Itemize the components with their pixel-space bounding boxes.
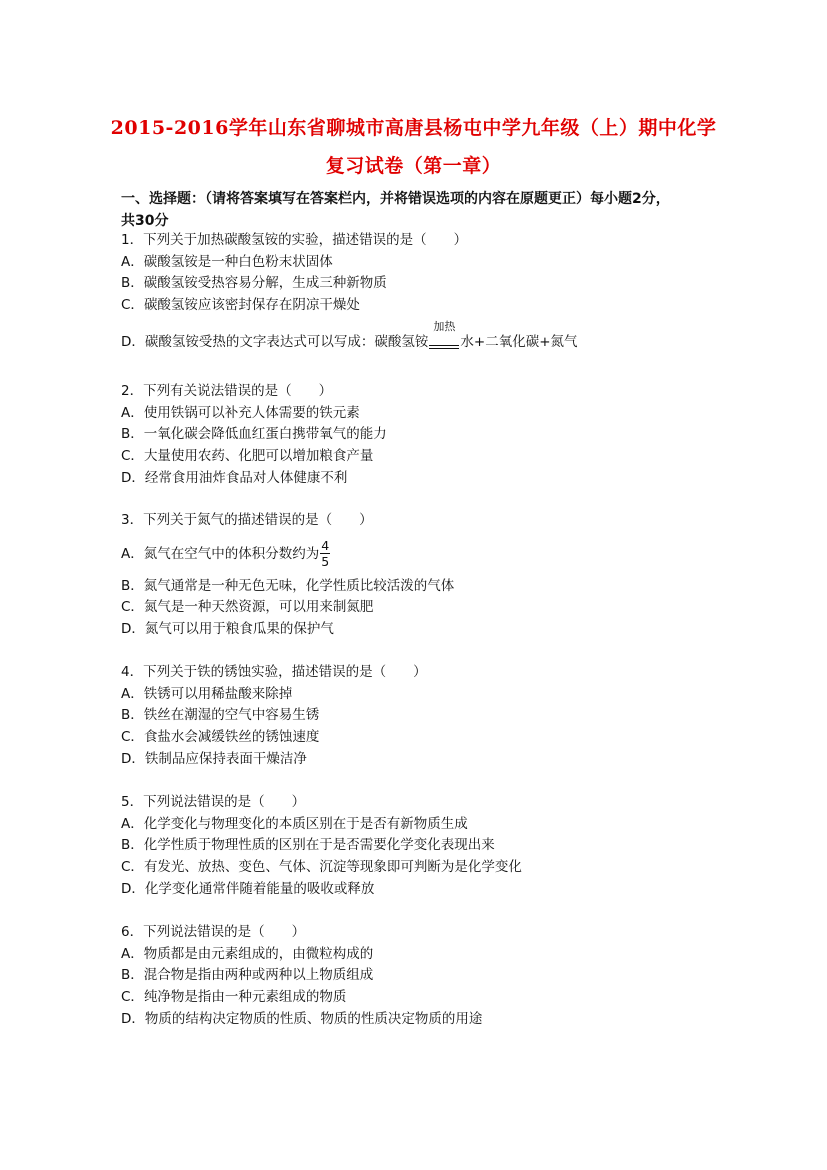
exam-title-line-1: 2015-2016学年山东省聊城市高唐县杨屯中学九年级（上）期中化学	[110, 117, 717, 139]
question-stem: 2．下列有关说法错误的是（ ）	[121, 383, 333, 399]
option-text: 化学变化与物理变化的本质区别在于是否有新物质生成	[143, 815, 468, 832]
option-text: 碳酸氢铵是一种白色粉末状固体	[143, 253, 333, 270]
reaction-condition: 加热	[433, 319, 456, 333]
option-c	[121, 727, 741, 749]
option-label: C．	[121, 859, 144, 876]
section-heading	[121, 188, 721, 232]
option-label: A．	[121, 545, 144, 562]
exam-title-line-2: 复习试卷（第一章）	[325, 155, 502, 177]
option-text-before: 碳酸氢铵受热的文字表达式可以写成：碳酸氢铵	[144, 333, 429, 350]
option-label: B．	[121, 967, 144, 984]
option-a	[121, 944, 741, 966]
question-1	[121, 230, 741, 359]
option-text-after: 水+二氧化碳+氮气	[460, 333, 578, 350]
option-b	[121, 705, 741, 727]
option-text: 有发光、放热、变色、气体、沉淀等现象即可判断为是化学变化	[143, 859, 522, 876]
option-label: D．	[121, 750, 145, 767]
option-text: 物质都是由元素组成的，由微粒构成的	[143, 945, 374, 962]
option-a	[121, 403, 741, 425]
option-text: 氮气是一种天然资源，可以用来制氮肥	[143, 599, 374, 616]
option-label: B．	[121, 577, 144, 594]
option-text: 化学性质于物理性质的区别在于是否需要化学变化表现出来	[143, 837, 495, 854]
option-label: B．	[121, 837, 144, 854]
option-b	[121, 424, 741, 446]
option-text: 食盐水会减缓铁丝的锈蚀速度	[143, 729, 320, 746]
option-text: 铁丝在潮湿的空气中容易生锈	[143, 707, 320, 724]
option-label: A．	[121, 253, 144, 270]
option-text: 碳酸氢铵应该密封保存在阴凉干燥处	[143, 297, 360, 314]
option-c	[121, 987, 741, 1009]
option-label: C．	[121, 989, 144, 1006]
question-5	[121, 792, 741, 900]
option-label: B．	[121, 707, 144, 724]
option-b	[121, 965, 741, 987]
option-text: 一氧化碳会降低血红蛋白携带氧气的能力	[143, 426, 387, 443]
question-2	[121, 381, 741, 489]
option-label: D．	[121, 469, 145, 486]
option-a	[121, 532, 741, 576]
option-label: D．	[121, 880, 145, 897]
reaction-bar-bottom	[429, 348, 459, 349]
option-text: 经常食用油炸食品对人体健康不利	[144, 469, 348, 486]
option-text: 铁制品应保持表面干燥洁净	[144, 750, 307, 767]
option-label: D．	[121, 621, 145, 638]
option-text: 混合物是指由两种或两种以上物质组成	[143, 967, 374, 984]
option-a	[121, 252, 741, 274]
option-b	[121, 835, 741, 857]
section-heading-line-1: 一、选择题：（请将答案填写在答案栏内，并将错误选项的内容在原题更正）每小题2分，	[121, 191, 670, 207]
option-a	[121, 684, 741, 706]
option-text: 氮气可以用于粮食瓜果的保护气	[144, 621, 334, 638]
option-label: C．	[121, 297, 144, 314]
option-d	[121, 619, 741, 641]
option-label: A．	[121, 815, 144, 832]
option-label: D．	[121, 333, 145, 350]
option-label: A．	[121, 945, 144, 962]
option-d	[121, 319, 741, 359]
question-stem: 6．下列说法错误的是（ ）	[121, 924, 306, 940]
reaction-bar-top	[429, 345, 459, 346]
option-d	[121, 879, 741, 901]
question-3	[121, 510, 741, 641]
option-c	[121, 295, 741, 317]
option-text: 碳酸氢铵受热容易分解，生成三种新物质	[143, 275, 387, 292]
option-text: 铁锈可以用稀盐酸来除掉	[143, 685, 293, 702]
option-label: A．	[121, 685, 144, 702]
option-d	[121, 1009, 741, 1031]
fraction-denominator: 5	[321, 554, 330, 570]
option-c	[121, 446, 741, 468]
option-label: D．	[121, 1010, 145, 1027]
question-stem: 4．下列关于铁的锈蚀实验，描述错误的是（ ）	[121, 664, 427, 680]
question-4	[121, 662, 741, 770]
option-text: 纯净物是指由一种元素组成的物质	[143, 989, 347, 1006]
option-label: A．	[121, 404, 144, 421]
option-c	[121, 597, 741, 619]
fraction-numerator: 4	[321, 538, 330, 554]
option-text: 氮气通常是一种无色无味，化学性质比较活泼的气体	[143, 577, 455, 594]
option-text: 大量使用农药、化肥可以增加粮食产量	[143, 448, 374, 465]
option-label: B．	[121, 275, 144, 292]
question-stem: 1．下列关于加热碳酸氢铵的实验，描述错误的是（ ）	[121, 232, 468, 248]
fraction	[320, 538, 330, 569]
option-c	[121, 857, 741, 879]
section-heading-line-2: 共30分	[121, 213, 169, 229]
option-d	[121, 468, 741, 490]
option-label: C．	[121, 729, 144, 746]
option-text: 物质的结构决定物质的性质、物质的性质决定物质的用途	[144, 1010, 483, 1027]
option-text: 使用铁锅可以补充人体需要的铁元素	[143, 404, 360, 421]
reaction-arrow	[429, 319, 459, 353]
option-label: B．	[121, 426, 144, 443]
option-b	[121, 273, 741, 295]
option-a	[121, 814, 741, 836]
question-6	[121, 922, 741, 1030]
option-label: C．	[121, 448, 144, 465]
option-d	[121, 749, 741, 771]
option-text: 氮气在空气中的体积分数约为	[143, 545, 320, 562]
question-stem: 5．下列说法错误的是（ ）	[121, 794, 306, 810]
option-label: C．	[121, 599, 144, 616]
option-b	[121, 576, 741, 598]
option-text: 化学变化通常伴随着能量的吸收或释放	[144, 880, 375, 897]
question-stem: 3．下列关于氮气的描述错误的是（ ）	[121, 512, 373, 528]
